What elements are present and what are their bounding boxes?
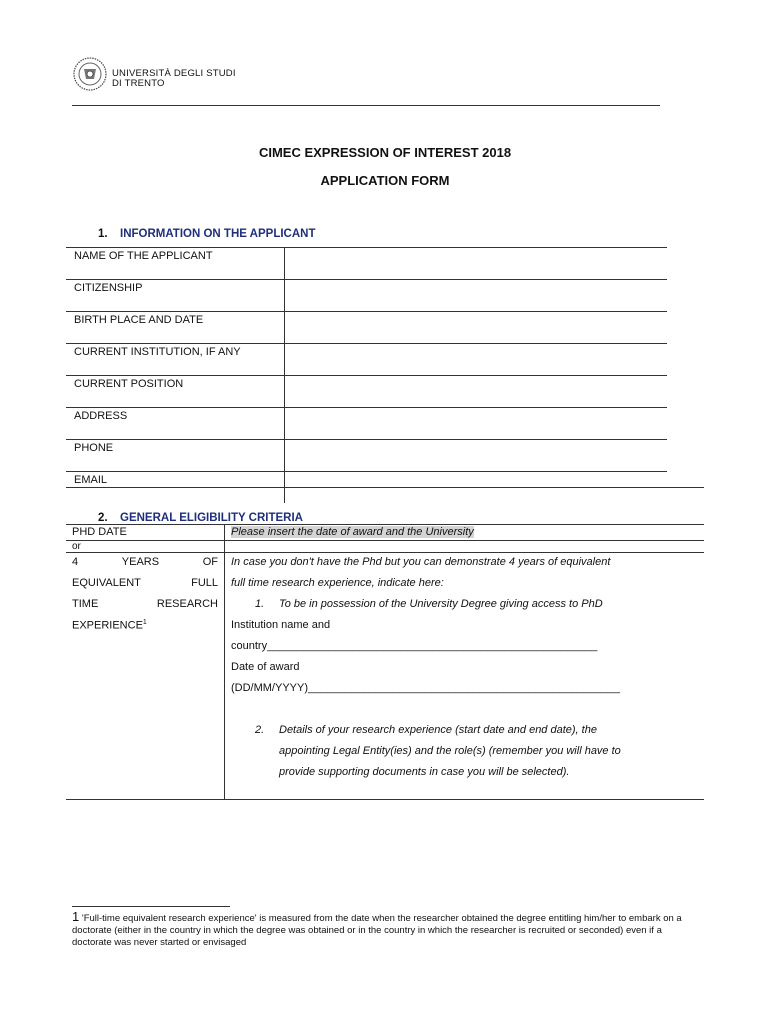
item2-line3: provide supporting documents in case you will be selected). <box>279 766 570 778</box>
award-line1: Date of award <box>231 661 300 673</box>
position-field[interactable] <box>285 376 668 408</box>
row-label: ADDRESS <box>66 408 285 440</box>
institution-field[interactable] <box>285 344 668 376</box>
section1-heading <box>98 228 316 240</box>
or-row-border <box>66 552 704 553</box>
word: FULL <box>191 577 218 589</box>
row-label: CITIZENSHIP <box>66 280 285 312</box>
citizenship-field[interactable] <box>285 280 668 312</box>
row-label: PHONE <box>66 440 285 472</box>
applicant-info-table <box>66 247 667 503</box>
word: 4 <box>72 556 79 568</box>
row-label: BIRTH PLACE AND DATE <box>66 312 285 344</box>
footnote-text: 'Full-time equivalent research experience' is measured from the date when the researcher obtained the degree entitling him/her to embark on a doctorate (either in the country in which the degree was obtained or in the country in which the researcher is recruited or seconded) even if a doctorate was never started or envisaged <box>72 913 682 948</box>
birth-place-date-field[interactable] <box>285 312 668 344</box>
eligibility-bottom-border <box>66 799 704 800</box>
phd-date-hint-text: Please insert the date of award and the University <box>231 526 474 538</box>
word: YEARS <box>121 556 160 568</box>
item2-line1: Details of your research experience (start date and end date), the <box>279 724 597 736</box>
award-date-field[interactable]: (DD/MM/YYYY)___________________________________________________ <box>231 682 621 694</box>
row-label: NAME OF THE APPLICANT <box>66 248 285 280</box>
word: TIME <box>72 598 99 610</box>
table-row <box>66 376 667 408</box>
experience-label-line1 <box>72 556 218 568</box>
item2-number: 2. <box>255 724 265 736</box>
item1-text: To be in possession of the University Degree giving access to PhD <box>279 598 603 610</box>
table-row <box>66 408 667 440</box>
table-row <box>66 248 667 280</box>
footnote-ref[interactable]: 1 <box>142 619 147 626</box>
section1-title: INFORMATION ON THE APPLICANT <box>120 228 316 240</box>
phone-field[interactable] <box>285 440 668 472</box>
item2-line2: appointing Legal Entity(ies) and the role(s) (remember you will have to <box>279 745 621 757</box>
eligibility-column-divider <box>224 524 225 800</box>
document-subtitle: APPLICATION FORM <box>320 173 450 188</box>
item1-number: 1. <box>255 598 265 610</box>
table-bottom-border <box>66 487 704 488</box>
university-seal-icon <box>72 57 108 91</box>
experience-label-line4 <box>72 619 218 632</box>
logo-line2: DI TRENTO <box>112 78 165 89</box>
institution-country-field[interactable]: country______________________________________________________ <box>231 640 598 652</box>
document-title: CIMEC EXPRESSION OF INTEREST 2018 <box>258 145 512 160</box>
name-field[interactable] <box>285 248 668 280</box>
section1-number: 1. <box>98 228 108 240</box>
footnote <box>72 911 702 949</box>
university-logo-text <box>112 69 236 89</box>
address-field[interactable] <box>285 408 668 440</box>
footnote-number: 1 <box>72 909 80 924</box>
section2-heading <box>98 512 303 524</box>
footnote-divider <box>72 906 230 907</box>
or-label: or <box>72 541 81 552</box>
experience-label-line3 <box>72 598 218 610</box>
word: RESEARCH <box>156 598 218 610</box>
table-row <box>66 280 667 312</box>
institution-line1: Institution name and <box>231 619 331 631</box>
header-divider <box>72 105 660 106</box>
table-row <box>66 440 667 472</box>
word: EXPERIENCE <box>72 619 143 632</box>
row-label: EMAIL <box>66 472 285 504</box>
row-label: CURRENT INSTITUTION, IF ANY <box>66 344 285 376</box>
intro-line1: In case you don't have the Phd but you can demonstrate 4 years of equivalent <box>231 556 611 568</box>
word: EQUIVALENT <box>72 577 141 589</box>
experience-label-line2 <box>72 577 218 589</box>
logo-line1: UNIVERSITÀ DEGLI STUDI <box>112 68 236 79</box>
table-row <box>66 344 667 376</box>
eligibility-top-border <box>66 524 704 525</box>
row-label: CURRENT POSITION <box>66 376 285 408</box>
section2-number: 2. <box>98 512 108 524</box>
intro-line2: full time research experience, indicate here: <box>231 577 444 589</box>
table-row <box>66 312 667 344</box>
phd-date-hint[interactable] <box>231 526 474 538</box>
word: OF <box>202 556 218 568</box>
phd-date-label: PHD DATE <box>72 526 127 538</box>
section2-title: GENERAL ELIGIBILITY CRITERIA <box>120 512 303 524</box>
